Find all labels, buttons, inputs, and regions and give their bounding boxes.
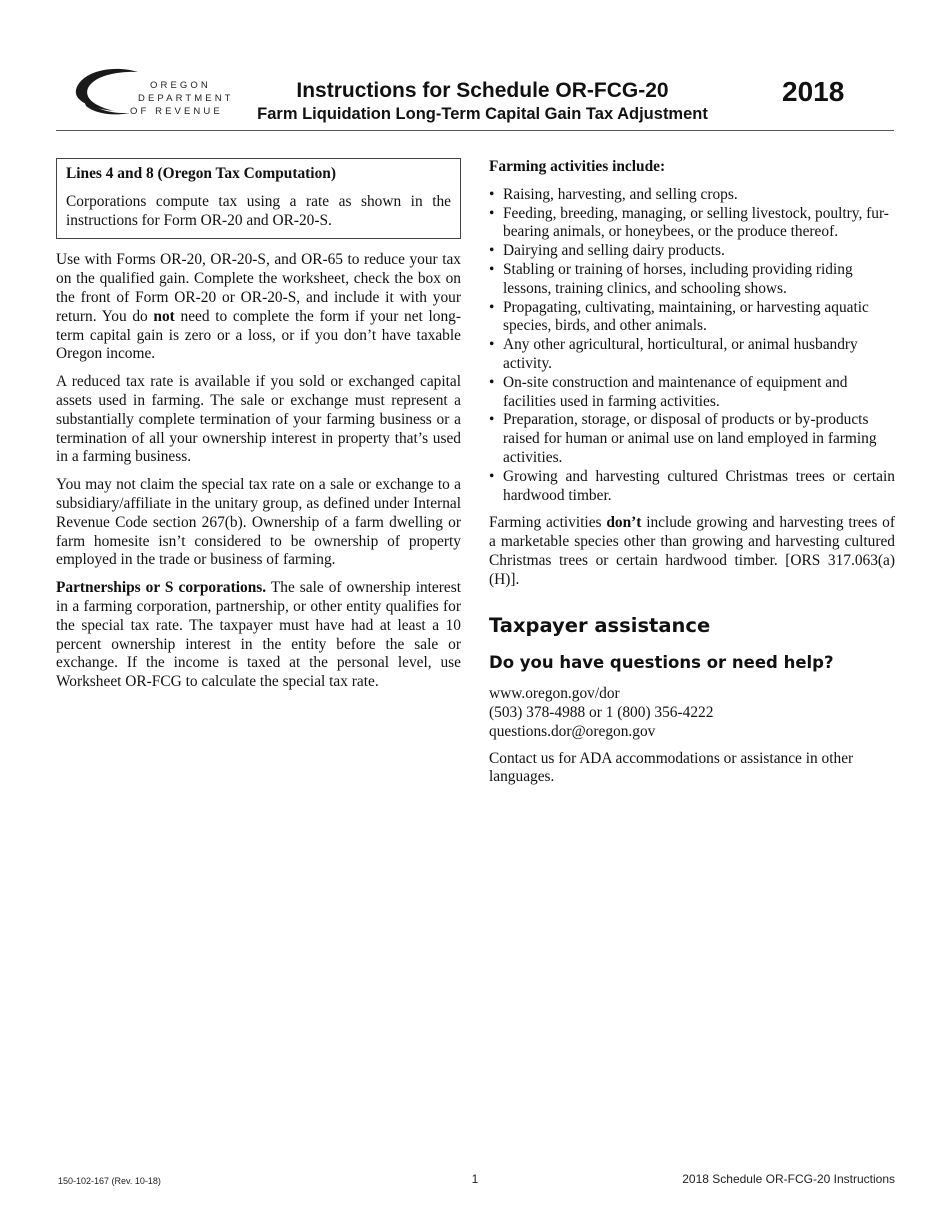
- intro-paragraph: [56, 251, 461, 364]
- intro-bold-not: not: [153, 307, 175, 325]
- partnerships-paragraph: [56, 579, 461, 692]
- taxpayer-assistance-heading: Taxpayer assistance: [489, 613, 711, 637]
- box-heading: Lines 4 and 8 (Oregon Tax Computation): [66, 165, 336, 182]
- page-header: [0, 0, 950, 135]
- footer-document-name: 2018 Schedule OR-FCG-20 Instructions: [682, 1172, 895, 1186]
- exclusion-text-b: include growing and harvesting trees of a marketable species other than growing and harvesting cultured Christmas trees or certain hardwood timber. [ORS 317.063(a)(H)].: [489, 514, 895, 588]
- footer-page-number: 1: [471, 1172, 479, 1186]
- exclusion-paragraph: [489, 514, 895, 589]
- footer-form-number: 150-102-167 (Rev. 10-18): [58, 1176, 161, 1186]
- box-text: Corporations compute tax using a rate as shown in the instructions for Form OR-20 and OR-20-S.: [66, 192, 451, 229]
- subsidiary-paragraph: You may not claim the special tax rate on a sale or exchange to a subsidiary/affiliate in the unitary group, as defined under Internal Revenue Code section 267(b). Ownership of a farm dwelling or farm homesite isn’t considered to be ownership of property employed in the trade or business of farming.: [56, 476, 461, 569]
- list-item: • On-site construction and maintenance of equipment and facilities used in farming activities.: [489, 374, 895, 412]
- list-item: • Stabling or training of horses, including providing riding lessons, training clinics, and schooling shows.: [489, 261, 895, 299]
- farming-activities-heading: Farming activities include:: [489, 158, 666, 175]
- exclusion-text-a: Farming activities: [489, 514, 607, 532]
- list-item: • Growing and harvesting cultured Christmas trees or certain hardwood timber.: [489, 468, 895, 506]
- logo-line-revenue: OF REVENUE: [130, 106, 223, 117]
- form-title-block: [245, 78, 720, 124]
- tax-year: 2018: [782, 76, 845, 107]
- form-subtitle: Farm Liquidation Long-Term Capital Gain Tax Adjustment: [257, 105, 708, 123]
- list-item: • Feeding, breeding, managing, or selling livestock, poultry, fur-bearing animals, or honeybees, or the produce thereof.: [489, 205, 895, 243]
- list-item: • Propagating, cultivating, maintaining, or harvesting aquatic species, birds, and other animals.: [489, 299, 895, 337]
- intro-text-a: Use with Forms OR-20, OR-20-S, and OR-65 to reduce your tax on the qualified gain. Complete the worksheet, check the box on the front of Form OR-20 or OR-20-S, and include it with your return. You do: [56, 251, 461, 325]
- list-item: • Preparation, storage, or disposal of products or by-products raised for human or animal use on land employed in farming activities.: [489, 411, 895, 467]
- exclusion-bold-dont: don’t: [606, 514, 642, 532]
- header-divider: [56, 130, 894, 131]
- intro-text-b: need to complete the form if your net long-term capital gain is zero or a loss, or if you don’t have taxable Oregon income.: [56, 307, 461, 363]
- reduced-rate-paragraph: A reduced tax rate is available if you sold or exchanged capital assets used in farming. The sale or exchange must represent a substantially complete termination of your farming business or a termination of all your ownership interest in property that’s used in a farming business.: [56, 373, 461, 466]
- list-item: • Any other agricultural, horticultural, or animal husbandry activity.: [489, 336, 895, 374]
- list-item: • Dairying and selling dairy products.: [489, 242, 895, 261]
- email-link[interactable]: questions.dor@oregon.gov: [489, 722, 656, 740]
- ada-paragraph: Contact us for ADA accommodations or assistance in other languages.: [489, 749, 854, 786]
- partnerships-heading: Partnerships or S corporations.: [56, 579, 267, 597]
- left-column: [56, 158, 461, 701]
- farming-activities-list: [489, 186, 895, 506]
- contact-info: [489, 684, 895, 741]
- logo-line-department: DEPARTMENT: [138, 93, 234, 104]
- questions-heading: Do you have questions or need help?: [489, 652, 834, 672]
- right-column: [489, 158, 895, 796]
- partnerships-text: The sale of ownership interest in a farming corporation, partnership, or other entity qualifies for the special tax rate. The taxpayer must have had at least a 10 percent ownership interest in the entity before the sale or exchange. If the income is taxed at the personal level, use Worksheet OR-FCG to calculate the special tax rate.: [56, 579, 461, 691]
- logo-line-oregon: OREGON: [150, 80, 211, 91]
- phone-numbers: (503) 378-4988 or 1 (800) 356-4222: [489, 703, 714, 721]
- form-title: Instructions for Schedule OR-FCG-20: [296, 79, 669, 102]
- list-item: • Raising, harvesting, and selling crops.: [489, 186, 895, 205]
- oregon-tax-computation-box: [56, 158, 461, 239]
- website-link[interactable]: www.oregon.gov/dor: [489, 684, 620, 702]
- oregon-dor-logo: [72, 66, 232, 120]
